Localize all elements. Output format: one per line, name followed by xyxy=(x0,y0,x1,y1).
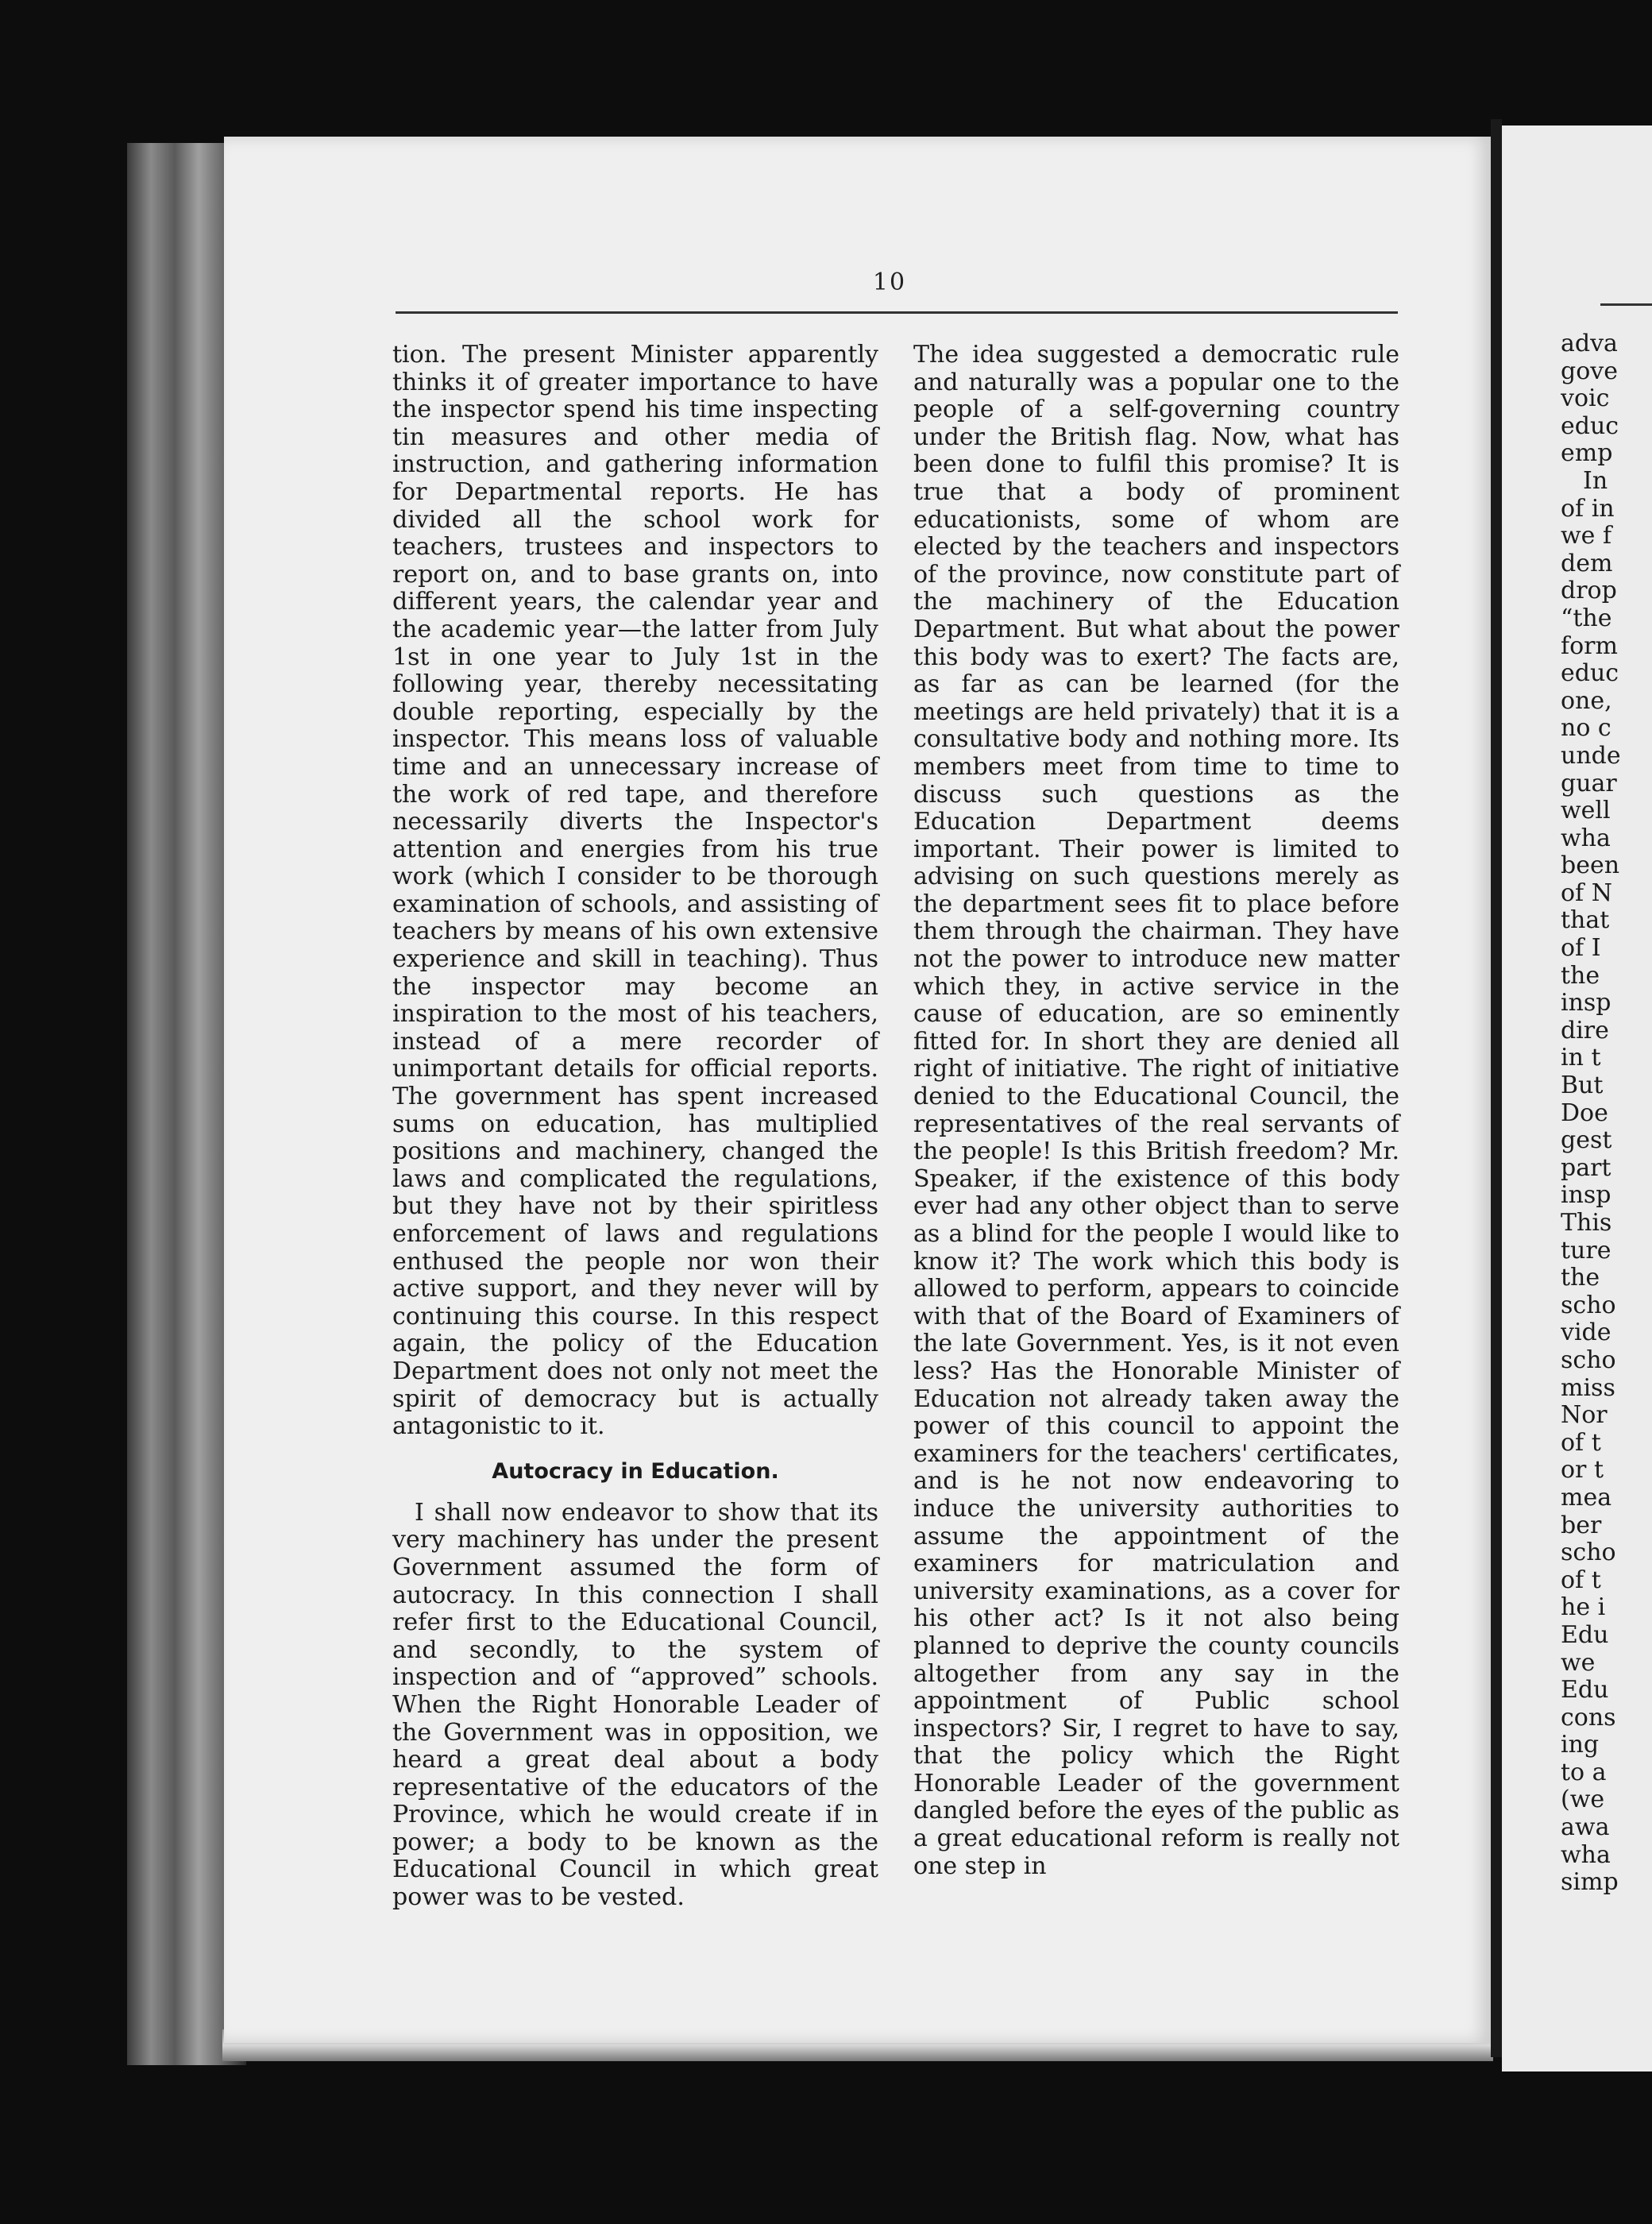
next-page-fragment: (we xyxy=(1561,1786,1605,1814)
next-page-text-fragments xyxy=(1561,330,1652,1897)
next-page-fragment: ture xyxy=(1561,1236,1611,1265)
next-page-fragment: well xyxy=(1561,797,1611,825)
next-page-fragment: the xyxy=(1561,961,1600,990)
book-gutter xyxy=(1491,119,1502,2057)
next-page-fragment: miss xyxy=(1561,1373,1615,1402)
next-page-fragment: of N xyxy=(1561,878,1612,907)
next-page-fragment: to a xyxy=(1561,1758,1607,1786)
next-page-fragment: Edu xyxy=(1561,1676,1609,1705)
next-page-fragment: ber xyxy=(1561,1511,1602,1539)
next-page-fragment: no c xyxy=(1561,714,1611,743)
next-page-fragment: In xyxy=(1583,466,1608,495)
next-page-fragment: unde xyxy=(1561,741,1621,770)
next-page-fragment: awa xyxy=(1561,1813,1610,1842)
next-page-fragment: emp xyxy=(1561,439,1613,468)
next-page-fragment: vide xyxy=(1561,1319,1611,1347)
right-column xyxy=(913,342,1399,1880)
next-page-fragment: This xyxy=(1561,1209,1612,1237)
next-page-fragment: we f xyxy=(1561,522,1612,550)
next-page-fragment: adva xyxy=(1561,330,1618,357)
next-page-fragment: educ xyxy=(1561,411,1619,440)
next-page-fragment: that xyxy=(1561,906,1610,935)
next-page-fragment: Nor xyxy=(1561,1401,1608,1430)
next-page-fragment: cons xyxy=(1561,1703,1616,1732)
next-page-fragment: one, xyxy=(1561,686,1612,715)
next-page-header-rule xyxy=(1600,303,1652,306)
next-page-fragment: Doe xyxy=(1561,1098,1608,1127)
next-page-fragment: simp xyxy=(1561,1868,1619,1897)
next-page-fragment: of t xyxy=(1561,1428,1601,1457)
left-paragraph-2: I shall now endeavor to show that its very machinery has under the present Government assumed the form of autocracy. In this connection I shall refer first to the Educational Council, and secondly, to the system of inspection and of “approved” schools. When the Right Honorable Leader of the Government was in opposition, we heard a great deal about a body representative of the educators of the Province, which he would create if in power; a body to be known as the Educational Council in which great power was to be vested. xyxy=(392,1498,878,1912)
next-page-fragment: gest xyxy=(1561,1126,1612,1155)
next-page-fragment: of in xyxy=(1561,494,1615,523)
next-page-fragment: voic xyxy=(1561,384,1610,413)
next-page-fragment: insp xyxy=(1561,1181,1611,1210)
next-page-fragment: we xyxy=(1561,1648,1596,1677)
next-page-fragment: of t xyxy=(1561,1566,1601,1594)
next-page-fragment: wha xyxy=(1561,824,1611,852)
right-paragraph-1: The idea suggested a democratic rule and naturally was a popular one to the people of a self-governing country under the British flag. Now, what has been done to fulfil this promise? It is true that a body of prominent educationists, some of whom are elected by the teachers and inspectors of the province, now constitute part of the machinery of the Education Department. But what about the power this body was to exert? The facts are, as far as can be learned (for the meetings are held privately) that it is a consultative body and nothing more. Its members meet from time to time to discuss such questions as the Education Department deems important. Their power is limited to advising on such questions merely as the department sees fit to place before them through the chairman. They have not the power to introduce new matter which they, in active service in the cause of education, are so eminently fitted for. In short they are denied all right of initiative. The right of initiative denied to the Educational Council, the representatives of the real servants of the people! Is this British freedom? Mr. Speaker, if the existence of this body ever had any other object than to serve as a blind for the people I would like to know it? The work which this body is allowed to perform, appears to coincide with that of the Board of Examiners of the late Government. Yes, is it not even less? Has the Honorable Minister of Education not already taken away the power of this council to appoint the examiners for the teachers' certificates, and is he not now endeavoring to induce the university authorities to assume the appointment of the examiners for matriculation and university examinations, as a cover for his other act? Is it not also being planned to deprive the county councils altogether from any say in the appointment of Public school inspectors? Sir, I regret to have to say, that the policy which the Right Honorable Leader of the government dangled before the eyes of the public as a great educational reform is really not one step in xyxy=(913,341,1399,1880)
next-page-fragment: educ xyxy=(1561,659,1619,688)
next-page-fragment: But xyxy=(1561,1071,1604,1100)
next-page-fragment: Edu xyxy=(1561,1620,1609,1649)
next-page-fragment: the xyxy=(1561,1264,1600,1292)
left-column xyxy=(392,342,878,1912)
next-page-fragment: dire xyxy=(1561,1016,1609,1044)
next-page-fragment: wha xyxy=(1561,1840,1611,1869)
next-page-fragment: drop xyxy=(1561,577,1617,605)
next-page-fragment: ing xyxy=(1561,1731,1600,1759)
next-page-fragment: scho xyxy=(1561,1539,1616,1567)
next-page-fragment: in t xyxy=(1561,1044,1601,1072)
next-page-fragment: form xyxy=(1561,631,1618,660)
next-page-fragment: or t xyxy=(1561,1456,1604,1485)
next-page-fragment: of I xyxy=(1561,934,1601,963)
next-page-fragment: been xyxy=(1561,851,1620,880)
next-page-fragment: part xyxy=(1561,1153,1611,1182)
page-number: 10 xyxy=(872,268,907,296)
next-page-fragment: scho xyxy=(1561,1291,1616,1319)
next-page-fragment: mea xyxy=(1561,1483,1612,1512)
header-rule xyxy=(396,311,1398,314)
next-page-fragment: guar xyxy=(1561,769,1617,797)
left-paragraph-1: tion. The present Minister apparently thinks it of greater importance to have the inspector spend his time inspecting tin measures and other media of instruction, and gathering information for Departmental reports. He has divided all the school work for teachers, trustees and inspectors to report on, and to base grants on, into different years, the calendar year and the academic year—the latter from July 1st in one year to July 1st in the following year, thereby necessitating double reporting, especially by the inspector. This means loss of valuable time and an unnecessary increase of the work of red tape, and therefore necessarily diverts the Inspector's attention and energies from his true work (which I consider to be thorough examination of schools, and assisting of teachers by means of his own extensive experience and skill in teaching). Thus the inspector may become an inspiration to the most of his teachers, instead of a mere recorder of unimportant details for official reports. The government has spent increased sums on education, has multiplied positions and machinery, changed the laws and complicated the regulations, but they have not by their spiritless enforcement of laws and regulations enthused the people nor won their active support, and they never will by continuing this course. In this respect again, the policy of the Education Department does not only not meet the spirit of democracy but is actually antagonistic to it. xyxy=(392,341,878,1441)
section-heading: Autocracy in Education. xyxy=(492,1458,779,1484)
next-page-fragment: “the xyxy=(1561,604,1612,632)
next-page-fragment: gove xyxy=(1561,357,1618,385)
next-page-fragment: he i xyxy=(1561,1593,1606,1622)
next-page-fragment: dem xyxy=(1561,549,1613,577)
next-page-fragment: insp xyxy=(1561,989,1611,1017)
next-page-fragment: scho xyxy=(1561,1346,1616,1374)
